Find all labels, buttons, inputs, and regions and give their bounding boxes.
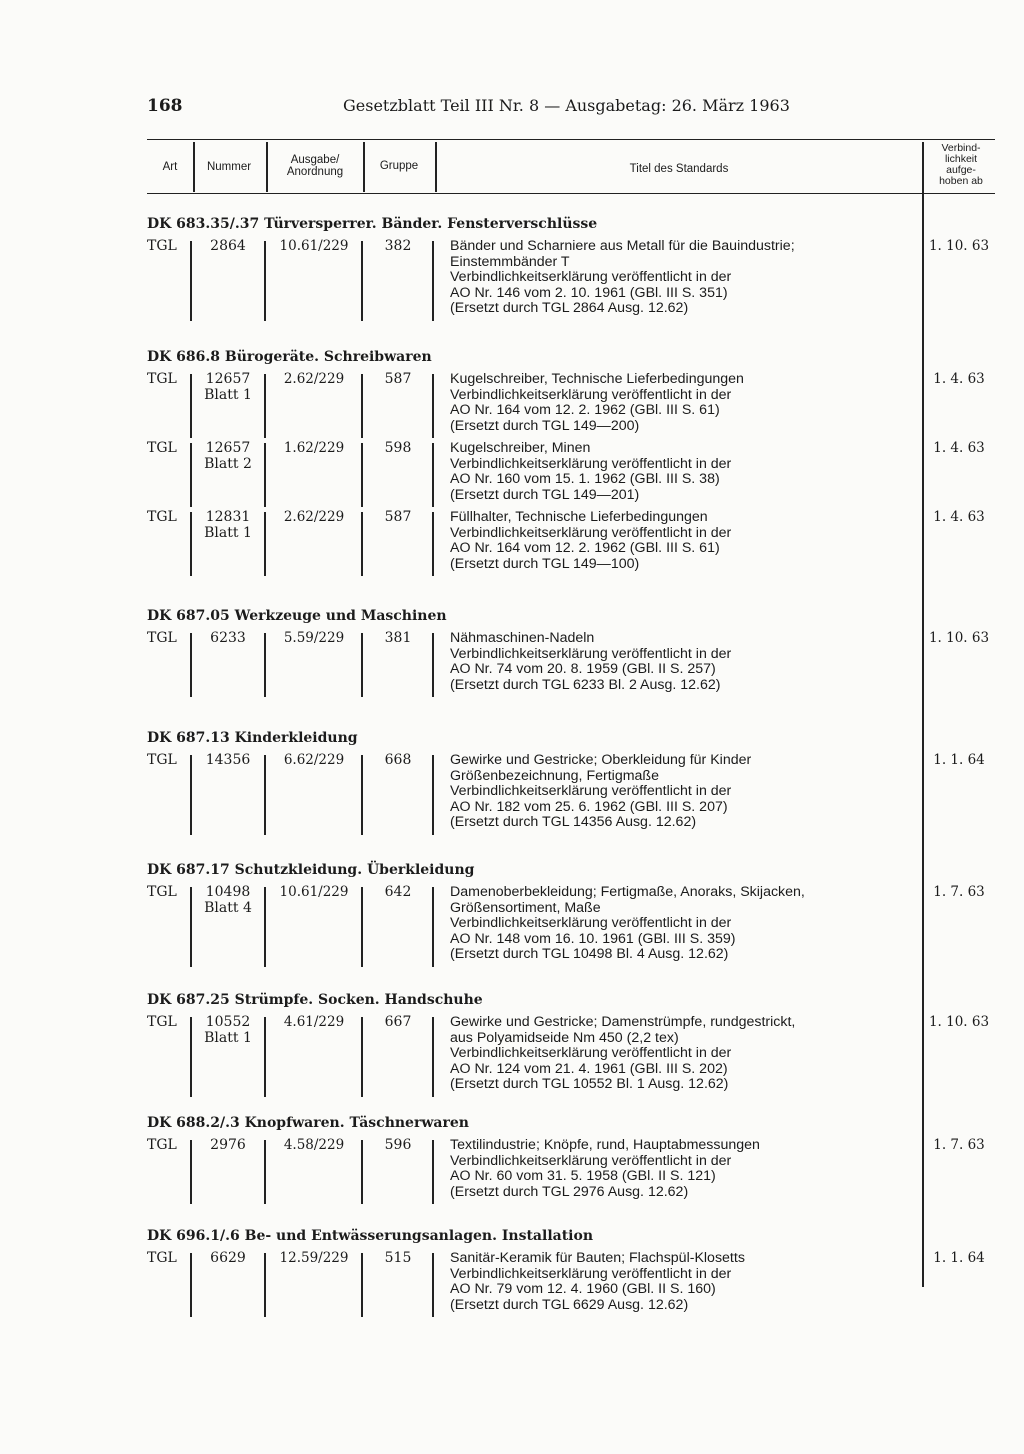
entry-title-line: (Ersetzt durch TGL 6233 Bl. 2 Ausg. 12.62) (450, 676, 721, 693)
entry-title-line: (Ersetzt durch TGL 2864 Ausg. 12.62) (450, 300, 689, 316)
entry-title-line: Bänder und Scharniere aus Metall für die Bauindustrie; (450, 238, 795, 254)
entry-number (196, 510, 260, 541)
entry-gruppe: 598 (384, 440, 412, 456)
entry-art: TGL (147, 884, 177, 900)
entry-title-line: AO Nr. 146 vom 2. 10. 1961 (GBl. III S. 351) (450, 284, 728, 301)
entry-number-value: 12657 (205, 371, 251, 387)
entry-title (450, 510, 920, 572)
entry-blatt: Blatt 4 (204, 899, 252, 916)
entry-title-line: Kugelschreiber, Technische Lieferbedingungen (450, 371, 744, 387)
section-title: DK 696.1/.6 Be- und Entwässerungsanlagen. Installation (147, 1228, 594, 1244)
table-header-bottom-rule (147, 193, 995, 194)
row-divider (190, 241, 192, 321)
entry-title-line: Verbindlichkeitserklärung veröffentlicht in der (450, 1152, 732, 1169)
entry-verbindlich-date: 1. 10. 63 (928, 238, 990, 254)
row-divider (190, 755, 192, 835)
row-divider (361, 512, 363, 576)
entry-title-line: (Ersetzt durch TGL 149—100) (450, 555, 640, 572)
entry-ausgabe: 12.59/229 (279, 1250, 349, 1266)
entry-title (450, 753, 920, 831)
page-number: 168 (147, 96, 183, 116)
row-divider (361, 374, 363, 438)
row-divider (190, 633, 192, 697)
entry-verbindlich-date: 1. 7. 63 (933, 1137, 985, 1153)
entry-title-line: Gewirke und Gestricke; Oberkleidung für Kinder (450, 752, 752, 768)
entry-verbindlich-date: 1. 10. 63 (928, 630, 990, 646)
entry-ausgabe: 4.61/229 (283, 1014, 345, 1030)
entry-art: TGL (147, 440, 177, 456)
entry-verbindlich-date: 1. 7. 63 (933, 884, 985, 900)
entry-title-line: AO Nr. 124 vom 21. 4. 1961 (GBl. III S. 202) (450, 1060, 728, 1077)
row-divider (432, 1253, 434, 1317)
col-header-verb-line: lichkeit (944, 153, 978, 165)
entry-title-line: (Ersetzt durch TGL 6629 Ausg. 12.62) (450, 1296, 689, 1313)
entry-title-line: Verbindlichkeitserklärung veröffentlicht in der (450, 455, 732, 472)
entry-number-value: 14356 (205, 752, 251, 768)
col-header-verb-line: hoben ab (939, 175, 983, 187)
entry-title-line: AO Nr. 60 vom 31. 5. 1958 (GBl. II S. 121) (450, 1168, 716, 1184)
entry-number-value: 10498 (205, 884, 251, 900)
entry-verbindlich-date: 1. 4. 63 (933, 371, 985, 387)
entry-verbindlich-date: 1. 1. 64 (933, 752, 985, 768)
row-divider (432, 443, 434, 507)
entry-title (450, 1138, 920, 1200)
entry-number (196, 885, 260, 916)
entry-number (196, 372, 260, 403)
entry-title (450, 1015, 920, 1093)
col-header-verb-line: aufge- (946, 164, 976, 176)
header-divider (193, 142, 195, 192)
row-divider (361, 443, 363, 507)
col-header-nummer: Nummer (206, 161, 252, 173)
entry-number (196, 753, 260, 769)
entry-title (450, 631, 920, 693)
entry-title (450, 239, 920, 317)
entry-gruppe: 381 (384, 630, 412, 646)
row-divider (190, 374, 192, 438)
row-divider (361, 1140, 363, 1204)
row-divider (190, 1017, 192, 1097)
verbindlichkeit-column-rule (922, 142, 924, 1287)
entry-title-line: (Ersetzt durch TGL 149—201) (450, 486, 640, 503)
header-divider (363, 142, 365, 192)
entry-title-line: (Ersetzt durch TGL 2976 Ausg. 12.62) (450, 1183, 689, 1200)
entry-gruppe: 382 (384, 238, 412, 254)
entry-number-value: 12657 (205, 440, 251, 456)
entry-blatt: Blatt 1 (204, 386, 252, 403)
entry-title (450, 885, 920, 963)
col-header-ausgabe-line: Ausgabe/ (290, 154, 340, 166)
entry-number (196, 1015, 260, 1046)
entry-title-line: (Ersetzt durch TGL 149—200) (450, 417, 640, 434)
header-divider (266, 142, 268, 192)
section-title: DK 688.2/.3 Knopfwaren. Täschnerwaren (147, 1115, 469, 1131)
section-title: DK 687.25 Strümpfe. Socken. Handschuhe (147, 992, 483, 1008)
entry-number-value: 10552 (205, 1014, 251, 1030)
entry-title-line: AO Nr. 148 vom 16. 10. 1961 (GBl. III S. 359) (450, 930, 736, 947)
row-divider (432, 241, 434, 321)
entry-blatt: Blatt 1 (204, 524, 252, 541)
header-divider (435, 142, 437, 192)
entry-title (450, 372, 920, 434)
entry-art: TGL (147, 1250, 177, 1266)
row-divider (190, 443, 192, 507)
entry-ausgabe: 2.62/229 (283, 371, 345, 387)
row-divider (190, 512, 192, 576)
row-divider (264, 1253, 266, 1317)
entry-ausgabe: 4.58/229 (283, 1137, 345, 1153)
row-divider (432, 374, 434, 438)
entry-verbindlich-date: 1. 1. 64 (933, 1250, 985, 1266)
entry-gruppe: 642 (384, 884, 412, 900)
section-title: DK 687.17 Schutzkleidung. Überkleidung (147, 862, 475, 878)
row-divider (264, 1140, 266, 1204)
entry-title-line: Verbindlichkeitserklärung veröffentlicht in der (450, 783, 732, 799)
entry-ausgabe: 10.61/229 (279, 238, 349, 254)
entry-title-line: Verbindlichkeitserklärung veröffentlicht in der (450, 1265, 732, 1282)
entry-number-value: 6233 (210, 630, 246, 646)
entry-title-line: Verbindlichkeitserklärung veröffentlicht in der (450, 386, 732, 403)
entry-number-value: 6629 (210, 1250, 246, 1266)
entry-number (196, 1251, 260, 1267)
row-divider (432, 755, 434, 835)
entry-title (450, 441, 920, 503)
entry-art: TGL (147, 371, 177, 387)
entry-ausgabe: 5.59/229 (283, 630, 345, 646)
entry-title (450, 1251, 920, 1313)
row-divider (264, 633, 266, 697)
entry-ausgabe: 2.62/229 (283, 509, 345, 525)
entry-title-line: Größenbezeichnung, Fertigmaße (450, 767, 659, 784)
entry-ausgabe: 6.62/229 (283, 752, 345, 768)
row-divider (432, 512, 434, 576)
entry-title-line: (Ersetzt durch TGL 10498 Bl. 4 Ausg. 12.62) (450, 946, 729, 962)
col-header-ausgabe (270, 154, 360, 178)
entry-number (196, 441, 260, 472)
entry-title-line: (Ersetzt durch TGL 10552 Bl. 1 Ausg. 12.62) (450, 1076, 729, 1092)
entry-title-line: Verbindlichkeitserklärung veröffentlicht in der (450, 1045, 732, 1061)
entry-blatt: Blatt 2 (204, 455, 252, 472)
entry-title-line: aus Polyamidseide Nm 450 (2,2 tex) (450, 1029, 679, 1046)
entry-title-line: Nähmaschinen-Nadeln (450, 630, 595, 646)
entry-art: TGL (147, 238, 177, 254)
row-divider (190, 887, 192, 967)
entry-title-line: AO Nr. 79 vom 12. 4. 1960 (GBl. II S. 160) (450, 1281, 716, 1297)
row-divider (361, 633, 363, 697)
row-divider (264, 887, 266, 967)
row-divider (264, 374, 266, 438)
row-divider (264, 241, 266, 321)
col-header-titel: Titel des Standards (629, 163, 729, 175)
entry-title-line: AO Nr. 164 vom 12. 2. 1962 (GBl. III S. 61) (450, 402, 720, 418)
entry-title-line: Textilindustrie; Knöpfe, rund, Hauptabmessungen (450, 1137, 760, 1153)
row-divider (190, 1253, 192, 1317)
entry-gruppe: 587 (384, 371, 412, 387)
entry-ausgabe: 10.61/229 (279, 884, 349, 900)
entry-art: TGL (147, 509, 177, 525)
entry-number (196, 1138, 260, 1154)
entry-gruppe: 596 (384, 1137, 412, 1153)
row-divider (361, 887, 363, 967)
entry-blatt: Blatt 1 (204, 1029, 252, 1046)
section-title: DK 687.13 Kinderkleidung (147, 730, 358, 746)
entry-verbindlich-date: 1. 4. 63 (933, 509, 985, 525)
row-divider (361, 1017, 363, 1097)
entry-gruppe: 668 (384, 752, 412, 768)
row-divider (190, 1140, 192, 1204)
row-divider (264, 443, 266, 507)
col-header-verb-line: Verbind- (941, 142, 981, 154)
table-header-top-rule (147, 139, 995, 140)
col-header-ausgabe-line: Anordnung (286, 166, 344, 178)
row-divider (432, 1140, 434, 1204)
col-header-verbindlichkeit (926, 143, 996, 187)
entry-gruppe: 515 (384, 1250, 412, 1266)
row-divider (361, 241, 363, 321)
entry-title-line: Füllhalter, Technische Lieferbedingungen (450, 509, 708, 525)
entry-number (196, 239, 260, 255)
entry-number-value: 2864 (210, 238, 246, 254)
entry-title-line: AO Nr. 182 vom 25. 6. 1962 (GBl. III S. 207) (450, 798, 728, 815)
entry-verbindlich-date: 1. 4. 63 (933, 440, 985, 456)
entry-gruppe: 667 (384, 1014, 412, 1030)
entry-title-line: Größensortiment, Maße (450, 899, 601, 916)
entry-title-line: Verbindlichkeitserklärung veröffentlicht in der (450, 645, 732, 662)
row-divider (432, 887, 434, 967)
row-divider (361, 755, 363, 835)
entry-art: TGL (147, 1014, 177, 1030)
section-title: DK 687.05 Werkzeuge und Maschinen (147, 608, 447, 624)
row-divider (432, 633, 434, 697)
entry-number-value: 2976 (210, 1137, 246, 1153)
entry-title-line: AO Nr. 160 vom 15. 1. 1962 (GBl. III S. 38) (450, 471, 720, 487)
entry-title-line: Einstemmbänder T (450, 253, 570, 270)
entry-title-line: AO Nr. 164 vom 12. 2. 1962 (GBl. III S. 61) (450, 540, 720, 556)
entry-art: TGL (147, 752, 177, 768)
section-title: DK 686.8 Bürogeräte. Schreibwaren (147, 349, 432, 365)
entry-title-line: (Ersetzt durch TGL 14356 Ausg. 12.62) (450, 814, 697, 830)
entry-number-value: 12831 (205, 509, 251, 525)
entry-title-line: Damenoberbekleidung; Fertigmaße, Anoraks, Skijacken, (450, 884, 805, 900)
entry-title-line: Kugelschreiber, Minen (450, 440, 591, 456)
row-divider (264, 1017, 266, 1097)
entry-ausgabe: 1.62/229 (283, 440, 345, 456)
row-divider (432, 1017, 434, 1097)
row-divider (361, 1253, 363, 1317)
entry-title-line: Verbindlichkeitserklärung veröffentlicht in der (450, 915, 732, 931)
row-divider (264, 755, 266, 835)
entry-gruppe: 587 (384, 509, 412, 525)
entry-title-line: AO Nr. 74 vom 20. 8. 1959 (GBl. II S. 257) (450, 661, 716, 677)
entry-title-line: Sanitär-Keramik für Bauten; Flachspül-Klosetts (450, 1250, 745, 1266)
entry-art: TGL (147, 630, 177, 646)
entry-title-line: Verbindlichkeitserklärung veröffentlicht in der (450, 269, 732, 285)
col-header-gruppe: Gruppe (379, 160, 419, 172)
entry-title-line: Verbindlichkeitserklärung veröffentlicht in der (450, 524, 732, 541)
entry-art: TGL (147, 1137, 177, 1153)
section-title: DK 683.35/.37 Türversperrer. Bänder. Fensterverschlüsse (147, 216, 598, 232)
col-header-art: Art (162, 161, 178, 173)
entry-title-line: Gewirke und Gestricke; Damenstrümpfe, rundgestrickt, (450, 1014, 796, 1030)
page-title: Gesetzblatt Teil III Nr. 8 — Ausgabetag: 26. März 1963 (343, 96, 790, 115)
row-divider (264, 512, 266, 576)
entry-number (196, 631, 260, 647)
entry-verbindlich-date: 1. 10. 63 (928, 1014, 990, 1030)
page-header (147, 96, 797, 120)
